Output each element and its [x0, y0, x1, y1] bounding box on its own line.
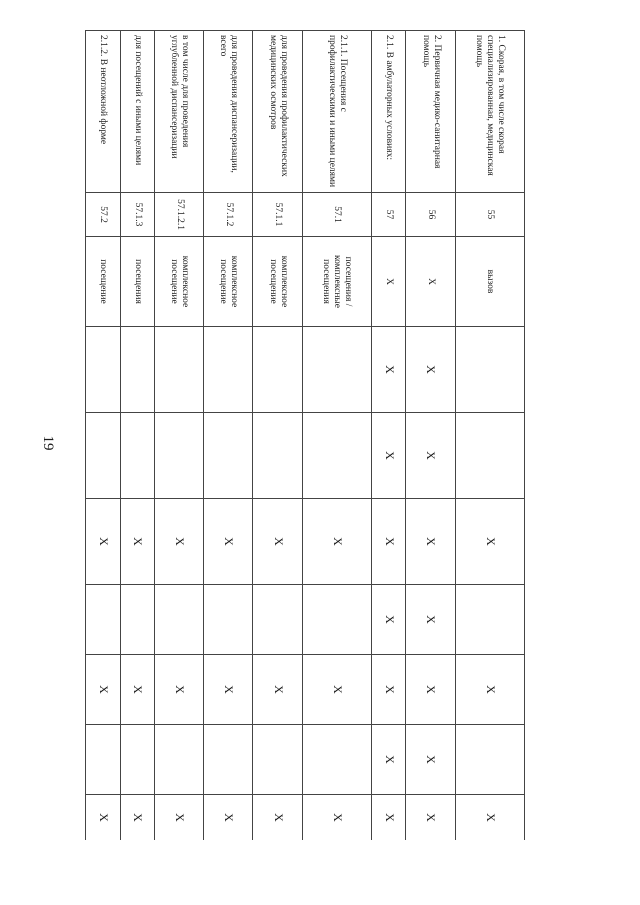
mark-cell	[120, 327, 154, 413]
row-code-cell: 57.1.3	[120, 193, 154, 237]
mark-cell	[302, 413, 371, 499]
table-row	[86, 31, 121, 841]
mark-cell: X	[120, 499, 154, 585]
row-code-cell: 57.2	[86, 193, 121, 237]
unit-cell: посещения	[120, 237, 154, 327]
unit-cell: посещение	[86, 237, 121, 327]
mark-cell: X	[372, 655, 406, 725]
mark-cell: X	[253, 795, 302, 841]
mark-cell: X	[406, 327, 455, 413]
table-body	[86, 31, 525, 841]
mark-cell: X	[204, 795, 253, 841]
mark-cell: X	[302, 499, 371, 585]
row-name-cell: для проведения профилактических медицинских осмотров	[253, 31, 302, 193]
row-code-cell: 57.1.2.1	[155, 193, 204, 237]
mark-cell: X	[372, 499, 406, 585]
mark-cell: X	[406, 585, 455, 655]
mark-cell: X	[155, 499, 204, 585]
page-number: 19	[40, 435, 56, 451]
mark-cell: X	[86, 499, 121, 585]
mark-cell: X	[372, 585, 406, 655]
table-row	[253, 31, 302, 841]
mark-cell: X	[455, 795, 524, 841]
mark-cell	[455, 327, 524, 413]
mark-cell: X	[302, 655, 371, 725]
mark-cell: X	[372, 327, 406, 413]
mark-cell	[120, 413, 154, 499]
document-page	[85, 30, 525, 840]
mark-cell	[253, 413, 302, 499]
mark-cell: X	[204, 655, 253, 725]
mark-cell: X	[120, 795, 154, 841]
row-name-cell: 2.1. В амбулаторных условиях:	[372, 31, 406, 193]
unit-cell: комплексное посещение	[155, 237, 204, 327]
mark-cell	[302, 725, 371, 795]
table-row	[406, 31, 455, 841]
mark-cell	[253, 327, 302, 413]
mark-cell: X	[86, 795, 121, 841]
unit-cell: комплексное посещение	[253, 237, 302, 327]
mark-cell	[155, 725, 204, 795]
mark-cell: X	[455, 499, 524, 585]
mark-cell	[455, 725, 524, 795]
row-name-cell: 2.1.2. В неотложной форме	[86, 31, 121, 193]
mark-cell	[204, 585, 253, 655]
mark-cell: X	[155, 795, 204, 841]
table-row	[155, 31, 204, 841]
mark-cell: X	[372, 413, 406, 499]
mark-cell: X	[455, 655, 524, 725]
row-code-cell: 56	[406, 193, 455, 237]
row-code-cell: 57.1.1	[253, 193, 302, 237]
mark-cell: X	[372, 725, 406, 795]
unit-cell: X	[372, 237, 406, 327]
mark-cell	[204, 413, 253, 499]
unit-cell: комплексное посещение	[204, 237, 253, 327]
row-code-cell: 55	[455, 193, 524, 237]
mark-cell	[253, 585, 302, 655]
mark-cell: X	[406, 795, 455, 841]
unit-cell: посещения / комплексные посещения	[302, 237, 371, 327]
mark-cell	[155, 413, 204, 499]
row-name-cell: в том числе для проведения углубленной диспансеризации	[155, 31, 204, 193]
mark-cell: X	[302, 795, 371, 841]
mark-cell: X	[406, 499, 455, 585]
mark-cell	[204, 327, 253, 413]
mark-cell	[253, 725, 302, 795]
mark-cell	[204, 725, 253, 795]
row-name-cell: 2.1.1. Посещения с профилактическими и иными целями	[302, 31, 371, 193]
mark-cell: X	[86, 655, 121, 725]
mark-cell	[455, 413, 524, 499]
mark-cell: X	[372, 795, 406, 841]
mark-cell	[86, 327, 121, 413]
mark-cell	[86, 413, 121, 499]
row-code-cell: 57	[372, 193, 406, 237]
unit-cell: X	[406, 237, 455, 327]
mark-cell	[120, 585, 154, 655]
row-name-cell: 1. Скорая, в том числе скорая специализированная, медицинская помощь	[455, 31, 524, 193]
mark-cell	[120, 725, 154, 795]
data-table	[85, 30, 525, 840]
mark-cell	[155, 327, 204, 413]
mark-cell	[155, 585, 204, 655]
mark-cell: X	[406, 725, 455, 795]
table-row	[372, 31, 406, 841]
table-row	[302, 31, 371, 841]
mark-cell: X	[406, 413, 455, 499]
row-name-cell: для посещений с иными целями	[120, 31, 154, 193]
mark-cell	[302, 327, 371, 413]
row-code-cell: 57.1.2	[204, 193, 253, 237]
mark-cell: X	[253, 655, 302, 725]
table-row	[455, 31, 524, 841]
mark-cell: X	[406, 655, 455, 725]
table-row	[120, 31, 154, 841]
mark-cell	[86, 585, 121, 655]
mark-cell	[302, 585, 371, 655]
mark-cell: X	[120, 655, 154, 725]
table-container	[85, 30, 525, 840]
table-row	[204, 31, 253, 841]
row-code-cell: 57.1	[302, 193, 371, 237]
mark-cell: X	[253, 499, 302, 585]
mark-cell	[455, 585, 524, 655]
mark-cell: X	[204, 499, 253, 585]
mark-cell: X	[155, 655, 204, 725]
row-name-cell: 2. Первичная медико-санитарная помощь	[406, 31, 455, 193]
unit-cell: вызов	[455, 237, 524, 327]
mark-cell	[86, 725, 121, 795]
row-name-cell: для проведения диспансеризации, всего	[204, 31, 253, 193]
